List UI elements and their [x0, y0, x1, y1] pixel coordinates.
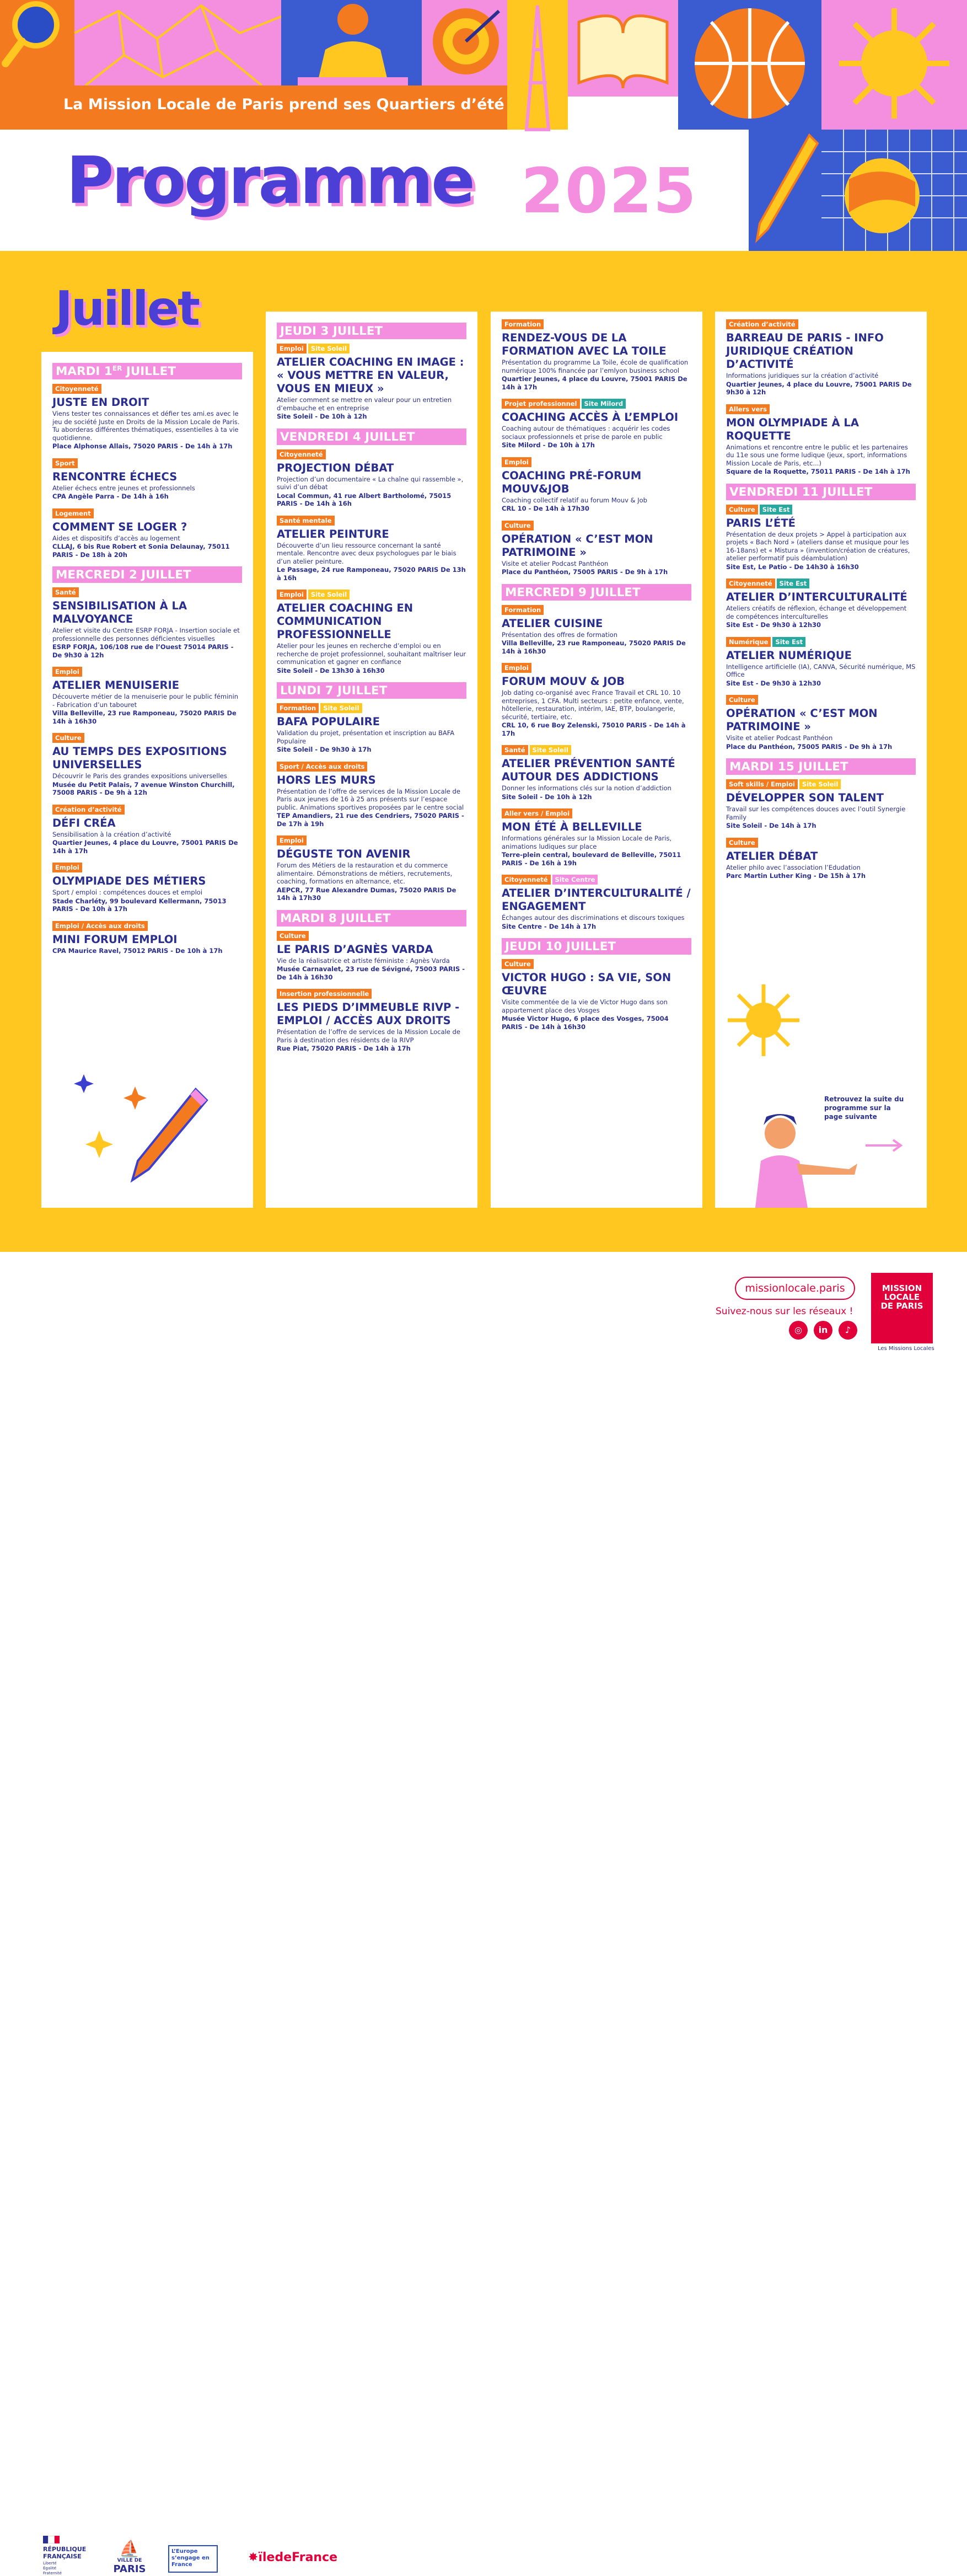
category-tag: Emploi	[277, 590, 307, 599]
open-book-icon	[568, 0, 678, 97]
idf-label: ïledeFrance	[258, 2551, 338, 2564]
event-title: DÉFI CRÉA	[52, 816, 116, 829]
event-item	[52, 863, 242, 913]
event-description: Informations juridiques sur la création d’activité	[726, 372, 879, 379]
page-year: 2025	[521, 156, 697, 227]
category-tag: Citoyenneté	[502, 875, 551, 885]
event-item	[277, 590, 466, 674]
event-title: FORUM MOUV & JOB	[502, 675, 625, 688]
event-place-time: CRL 10, 6 rue Boy Zelenski, 75010 PARIS - De 14h à 17h	[502, 721, 686, 737]
eiffel-tower-icon	[507, 0, 568, 130]
event-item	[52, 805, 242, 855]
event-tags	[502, 663, 691, 673]
event-tags	[52, 587, 242, 597]
event-item	[52, 384, 242, 451]
event-tags	[52, 508, 242, 518]
event-title: VICTOR HUGO : SA VIE, SON ŒUVRE	[502, 971, 671, 997]
day-header: MARDI 8 JUILLET	[277, 910, 466, 926]
event-description: Coaching collectif relatif au forum Mouv & Job	[502, 496, 647, 504]
event-tags	[502, 605, 691, 615]
ml-line-1: MISSION	[882, 1283, 922, 1293]
event-description: Aides et dispositifs d’accès au logement	[52, 534, 180, 542]
event-place-time: Site Est, Le Patio - De 14h30 à 16h30	[726, 563, 859, 571]
event-title: AU TEMPS DES EXPOSITIONS UNIVERSELLES	[52, 745, 227, 772]
event-description: Intelligence artificielle (IA), CANVA, Sécurité numérique, MS Office	[726, 662, 916, 678]
category-tag: Projet professionnel	[502, 399, 580, 409]
event-place-time: Terre-plein central, boulevard de Belleville, 75011 PARIS - De 16h à 19h	[502, 851, 681, 867]
follow-text: Suivez-nous sur les réseaux !	[716, 1306, 853, 1317]
event-description: Animations et rencontre entre le public et les partenaires du 11e sous une forme ludique (jeux, sport, informations Mission Locale de Paris, etc...)	[726, 443, 908, 467]
basketball-tile	[678, 0, 821, 130]
event-title: OPÉRATION « C’EST MON PATRIMOINE »	[502, 532, 653, 559]
event-description: Présentation de l’offre de services de la Mission Locale de Paris à destination des résidents de la RIVP	[277, 1028, 460, 1044]
category-tag: Culture	[52, 733, 84, 743]
event-description: Découverte d’un lieu ressource concernant la santé mentale. Rencontre avec deux psychologues par le biais d’un atelier peinture.	[277, 541, 456, 565]
event-tags	[52, 384, 242, 394]
category-tag: Numérique	[726, 637, 771, 647]
event-place-time: Musée Victor Hugo, 6 place des Vosges, 75004 PARIS - De 14h à 16h30	[502, 1015, 669, 1031]
event-item	[277, 516, 466, 582]
eiffel-tile	[507, 0, 568, 130]
event-title: RENCONTRE ÉCHECS	[52, 470, 178, 483]
sparkle-icon	[74, 1074, 94, 1093]
event-description: Présentation des offres de formation	[502, 630, 617, 639]
category-tag: Site Est	[772, 637, 805, 647]
event-item	[277, 931, 466, 982]
event-place-time: Site Soleil - De 9h30 à 17h	[277, 746, 372, 753]
event-item	[52, 921, 242, 955]
event-place-time: Site Soleil - De 13h30 à 16h30	[277, 666, 385, 674]
category-tag: Santé mentale	[277, 516, 335, 526]
category-tag: Citoyenneté	[726, 579, 775, 588]
star-icon: ✸	[248, 2551, 259, 2564]
event-tags	[726, 404, 916, 414]
event-tags	[277, 449, 466, 459]
sparkle-icon	[123, 1086, 147, 1110]
event-place-time: Parc Martin Luther King - De 15h à 17h	[726, 872, 866, 880]
category-tag: Formation	[502, 319, 544, 329]
event-place-time: Site Soleil - De 10h à 12h	[502, 792, 592, 801]
category-tag: Création d’activité	[726, 319, 798, 329]
rf-name: RÉPUBLIQUE FRANÇAISE	[43, 2546, 87, 2560]
event-title: RENDEZ-VOUS DE LA FORMATION AVEC LA TOILE	[502, 331, 667, 357]
event-place-time: Villa Belleville, 23 rue Ramponeau, 75020 PARIS De 14h à 16h30	[502, 639, 686, 655]
event-place-time: Stade Charléty, 99 boulevard Kellermann, 75013 PARIS - De 10h à 17h	[52, 897, 227, 913]
europe-logo	[168, 2545, 218, 2573]
category-tag: Formation	[502, 605, 544, 615]
event-item	[726, 779, 916, 830]
event-title: MON ÉTÉ À BELLEVILLE	[502, 821, 642, 833]
event-description: Visite et atelier Podcast Panthéon	[726, 734, 833, 742]
month-title: Juillet	[55, 281, 199, 336]
ship-icon: ⛵	[119, 2540, 140, 2559]
event-item	[52, 458, 242, 501]
event-item	[502, 319, 691, 391]
event-item	[726, 838, 916, 880]
event-title: COMMENT SE LOGER ?	[52, 520, 187, 533]
event-tags	[52, 458, 242, 468]
event-title: OLYMPIADE DES MÉTIERS	[52, 875, 206, 888]
event-tags	[277, 590, 466, 599]
category-tag: Emploi / Accès aux droits	[52, 921, 148, 931]
event-title: ATELIER D’INTERCULTURALITÉ	[726, 591, 907, 603]
event-tags	[726, 637, 916, 647]
ville-label: VILLE DE	[117, 2558, 142, 2563]
category-tag: Site Est	[777, 579, 810, 588]
category-tag: Culture	[502, 959, 534, 969]
event-title: COACHING ACCÈS À L’EMPLOI	[502, 411, 679, 424]
event-item	[52, 667, 242, 725]
mission-locale-logo	[871, 1273, 933, 1343]
event-title: JUSTE EN DROIT	[52, 396, 149, 409]
event-tags	[726, 695, 916, 705]
header	[0, 0, 967, 251]
republique-francaise-logo	[43, 2536, 93, 2576]
event-item	[726, 404, 916, 476]
event-place-time: Site Soleil - De 14h à 17h	[726, 822, 816, 829]
event-description: Informations générales sur la Mission Locale de Paris, animations ludiques sur place	[502, 834, 672, 850]
event-description: Présentation de deux projets > Appel à participation aux projets « Bach Nord » (ateliers danse et musique pour les 16-18ans) et « Mistura » (invention/création de créatures, atelier performatif puis déambulation)	[726, 530, 910, 562]
event-tags	[726, 319, 916, 329]
event-title: MON OLYMPIADE À LA ROQUETTE	[726, 416, 859, 442]
event-title: BAFA POPULAIRE	[277, 715, 380, 728]
event-place-time: Quartier Jeunes, 4 place du Louvre, 75001 PARIS De 9h30 à 12h	[726, 380, 912, 396]
day-header: LUNDI 7 JUILLET	[277, 682, 466, 699]
event-place-time: Rue Piat, 75020 PARIS - De 14h à 17h	[277, 1045, 411, 1052]
event-place-time: Place du Panthéon, 75005 PARIS - De 9h à 17h	[726, 742, 893, 751]
pencil-icon	[132, 1089, 207, 1180]
event-tags	[52, 863, 242, 872]
category-tag: Site Soleil	[308, 344, 350, 354]
pencil-icon	[749, 130, 821, 251]
event-description: Découverte métier de la menuiserie pour le public féminin - Fabrication d’un tabouret	[52, 693, 239, 709]
rf-motto: Liberté Égalité Fraternité	[43, 2561, 62, 2575]
category-tag: Logement	[52, 508, 94, 518]
event-tags	[52, 733, 242, 743]
event-place-time: Square de la Roquette, 75011 PARIS - De 14h à 17h	[726, 468, 910, 475]
event-description: Forum des Métiers de la restauration et du commerce alimentaire. Démonstrations de métiers, recrutements, coaching, formations en alternance, etc.	[277, 861, 453, 885]
category-tag: Allers vers	[726, 404, 770, 414]
event-title: PROJECTION DÉBAT	[277, 461, 394, 474]
event-place-time: TEP Amandiers, 21 rue des Cendriers, 75020 PARIS - De 17h à 19h	[277, 812, 464, 828]
event-tags	[502, 959, 691, 969]
event-description: Présentation du programme La Toile, école de qualification numérique 100% financée par l’emlyon business school	[502, 358, 689, 374]
event-tags	[726, 579, 916, 588]
category-tag: Santé	[502, 745, 528, 755]
event-tags	[277, 931, 466, 941]
category-tag: Soft skills / Emploi	[726, 779, 798, 789]
category-tag: Emploi	[52, 863, 82, 872]
category-tag: Citoyenneté	[277, 449, 326, 459]
event-item	[277, 703, 466, 754]
person-pointing-illustration	[739, 1108, 921, 1208]
person-tile	[281, 0, 422, 97]
category-tag: Emploi	[277, 836, 307, 845]
event-item	[502, 745, 691, 801]
event-description: Atelier philo avec l’association l’Edudation	[726, 863, 861, 871]
beach-ball-icon	[821, 130, 967, 251]
page-title: Programme	[66, 142, 473, 218]
event-description: Visite commentée de la vie de Victor Hugo dans son appartement place des Vosges	[502, 998, 668, 1014]
event-place-time: Site Est - De 9h30 à 12h30	[726, 621, 821, 629]
event-title: PARIS L’ÉTÉ	[726, 516, 796, 529]
event-description: Présentation de l’offre de services de la Mission Locale de Paris aux jeunes de 16 à 25 ans présents sur l’espace public. Animations sportives proposées par le centre social	[277, 787, 464, 811]
event-item	[502, 399, 691, 449]
event-description: Échanges autour des discriminations et discours toxiques	[502, 914, 685, 922]
event-place-time: Local Commun, 41 rue Albert Bartholomé, 75015 PARIS - De 14h à 16h	[277, 491, 452, 507]
event-place-time: Place du Panthéon, 75005 PARIS - De 9h à 17h	[502, 568, 668, 576]
category-tag: Formation	[277, 703, 319, 713]
event-item	[502, 808, 691, 867]
event-item	[502, 959, 691, 1031]
event-title: ATELIER PEINTURE	[277, 527, 389, 540]
event-title: SENSIBILISATION À LA MALVOYANCE	[52, 599, 187, 626]
category-tag: Insertion professionnelle	[277, 989, 372, 999]
event-description: Job dating co-organisé avec France Travail et CRL 10. 10 entreprises, 1 CFA. Multi secteurs : petite enfance, vente, hôtellerie, restauration, intérim, IAE, BTP, boulangerie, sécurité, tertiaire, etc.	[502, 689, 684, 721]
event-place-time: Quartier Jeunes, 4 place du Louvre, 75001 PARIS De 14h à 17h	[502, 375, 687, 391]
category-tag: Emploi	[502, 663, 531, 673]
event-description: Validation du projet, présentation et inscription au BAFA Populaire	[277, 729, 455, 745]
event-title: ATELIER PRÉVENTION SANTÉ AUTOUR DES ADDICTIONS	[502, 757, 675, 783]
event-place-time: CLLAJ, 6 bis Rue Robert et Sonia Delaunay, 75011 PARIS - De 18h à 20h	[52, 543, 230, 559]
category-tag: Site Est	[760, 505, 793, 515]
event-item	[277, 449, 466, 508]
event-place-time: Place Alphonse Allais, 75020 PARIS - De 14h à 17h	[52, 442, 233, 451]
day-header	[52, 363, 242, 379]
event-title: ATELIER MENUISERIE	[52, 679, 180, 692]
programme-column-2	[266, 312, 477, 1208]
event-title: LES PIEDS D’IMMEUBLE RIVP - EMPLOI / ACCÈS AUX DROITS	[277, 1001, 460, 1027]
event-title: MINI FORUM EMPLOI	[52, 933, 178, 946]
day-header: MERCREDI 9 JUILLET	[502, 584, 691, 601]
pencil-tile	[749, 130, 821, 251]
event-title: ATELIER COACHING EN COMMUNICATION PROFESSIONNELLE	[277, 602, 413, 641]
event-item	[52, 508, 242, 559]
event-tags	[502, 457, 691, 467]
event-title: DÉVELOPPER SON TALENT	[726, 791, 884, 804]
event-tags	[502, 319, 691, 329]
day-header: JEUDI 3 JUILLET	[277, 323, 466, 339]
event-place-time: Musée du Petit Palais, 7 avenue Winston Churchill, 75008 PARIS - De 9h à 12h	[52, 780, 235, 797]
sun-tile	[821, 0, 967, 130]
event-place-time: Quartier Jeunes, 4 place du Louvre, 75001 PARIS De 14h à 17h	[52, 839, 238, 855]
event-description: Atelier échecs entre jeunes et professionnels	[52, 484, 195, 492]
event-tags	[277, 703, 466, 713]
map-icon	[74, 0, 281, 85]
paris-label: PARIS	[113, 2563, 146, 2575]
day-header: VENDREDI 11 JUILLET	[726, 484, 916, 500]
basketball-icon	[678, 0, 821, 130]
event-tags	[52, 805, 242, 815]
category-tag: Site Milord	[582, 399, 626, 409]
event-place-time: Villa Belleville, 23 rue Ramponeau, 75020 PARIS De 14h à 16h30	[52, 709, 237, 725]
event-place-time: Site Milord - De 10h à 17h	[502, 441, 595, 449]
ville-de-paris-logo	[108, 2541, 152, 2575]
event-description: Travail sur les compétences douces avec l’outil Synergie Family	[726, 805, 906, 821]
event-title: ATELIER D’INTERCULTURALITÉ / ENGAGEMENT	[502, 887, 691, 913]
event-place-time: Musée Carnavalet, 23 rue de Sévigné, 75003 PARIS - De 14h à 16h30	[277, 965, 465, 981]
ile-de-france-logo	[248, 2551, 337, 2564]
sparkle-icon	[85, 1131, 113, 1158]
event-place-time: ESRP FORJA, 106/108 rue de l’Ouest 75014 PARIS - De 9h30 à 12h	[52, 643, 234, 659]
magnifier-tile	[0, 0, 74, 85]
category-tag: Site Soleil	[320, 703, 362, 713]
event-title: HORS LES MURS	[277, 773, 376, 786]
ml-line-2: LOCALE	[884, 1292, 920, 1302]
event-title: ATELIER COACHING EN IMAGE : « VOUS METTRE EN VALEUR, VOUS EN MIEUX »	[277, 356, 464, 395]
event-item	[502, 457, 691, 513]
instagram-icon[interactable]: ◎	[789, 1321, 808, 1340]
website-link[interactable]: missionlocale.paris	[735, 1277, 855, 1300]
magnifier-icon	[0, 0, 74, 85]
category-tag: Emploi	[277, 344, 307, 354]
event-tags	[277, 762, 466, 772]
category-tag: Sport	[52, 458, 78, 468]
event-title: ATELIER CUISINE	[502, 617, 603, 630]
map-tile	[74, 0, 281, 85]
event-place-time: Site Est - De 9h30 à 12h30	[726, 679, 821, 687]
day-header: JEUDI 10 JUILLET	[502, 938, 691, 955]
category-tag: Emploi	[52, 667, 82, 677]
event-tags	[277, 836, 466, 845]
event-item	[502, 605, 691, 656]
day-header-rest: JUILLET	[122, 365, 176, 379]
person-illustration-icon	[281, 0, 422, 97]
category-tag: Aller vers / Emploi	[502, 808, 572, 818]
event-description: Sensibilisation à la création d’activité	[52, 830, 171, 838]
category-tag: Site Soleil	[530, 745, 571, 755]
event-description: Atelier et visite du Centre ESRP FORJA - Insertion sociale et professionnelle des personnes déficientes visuelles	[52, 626, 240, 642]
event-title: ATELIER DÉBAT	[726, 849, 818, 863]
event-description: Visite et atelier Podcast Panthéon	[502, 559, 609, 567]
event-tags	[502, 745, 691, 755]
event-tags	[502, 808, 691, 818]
event-place-time: CPA Maurice Ravel, 75012 PARIS - De 10h à 17h	[52, 946, 223, 955]
event-description: Ateliers créatifs de réflexion, échange et développement de compétences interculturelles	[726, 604, 907, 620]
linkedin-icon[interactable]: in	[814, 1321, 832, 1340]
category-tag: Culture	[502, 521, 534, 531]
event-item	[277, 762, 466, 828]
category-tag: Site Centre	[552, 875, 598, 885]
event-item	[52, 733, 242, 797]
book-tile	[568, 0, 678, 97]
event-tags	[726, 505, 916, 515]
event-description: Viens tester tes connaissances et défier tes ami.es avec le jeu de société Juste en Droits de la Mission Locale de Paris. Tu aborderas différentes thématiques, essentielles à ta vie quotidienne.	[52, 410, 240, 442]
day-header: MERCREDI 2 JUILLET	[52, 566, 242, 583]
category-tag: Culture	[726, 838, 758, 848]
event-place-time: Site Centre - De 14h à 17h	[502, 922, 597, 930]
event-item	[502, 663, 691, 737]
category-tag: Culture	[726, 695, 758, 705]
event-description: Vie de la réalisatrice et artiste féministe : Agnès Varda	[277, 956, 450, 965]
event-description: Coaching autour de thématiques : acquérir les codes sociaux professionnels et prise de parole en public	[502, 425, 670, 441]
day-header-main: MARDI 1	[56, 365, 112, 379]
event-item	[502, 521, 691, 576]
event-item	[726, 637, 916, 688]
category-tag: Site Soleil	[799, 779, 841, 789]
target-icon	[422, 0, 510, 85]
event-tags	[277, 344, 466, 354]
category-tag: Création d’activité	[52, 805, 125, 815]
event-title: ATELIER NUMÉRIQUE	[726, 649, 852, 662]
event-item	[277, 344, 466, 421]
event-item	[726, 579, 916, 629]
event-item	[52, 587, 242, 659]
event-title: COACHING PRÉ-FORUM MOUV&JOB	[502, 469, 642, 495]
event-tags	[277, 516, 466, 526]
event-title: BARREAU DE PARIS - INFO JURIDIQUE CRÉATION D’ACTIVITÉ	[726, 331, 884, 371]
flag-icon	[43, 2536, 60, 2543]
event-title: OPÉRATION « C’EST MON PATRIMOINE »	[726, 707, 878, 733]
day-header-sup: ER	[112, 365, 122, 372]
day-header: MARDI 15 JUILLET	[726, 758, 916, 775]
target-tile	[422, 0, 510, 85]
event-item	[277, 836, 466, 902]
pencil-sparkles-illustration	[72, 1070, 215, 1202]
event-tags	[726, 779, 916, 789]
category-tag: Citoyenneté	[52, 384, 101, 394]
event-description: Atelier comment se mettre en valeur pour un entretien d’embauche et en entreprise	[277, 396, 452, 412]
tiktok-icon[interactable]: ♪	[839, 1321, 857, 1340]
event-title: DÉGUSTE TON AVENIR	[277, 848, 411, 860]
event-description: Projection d’un documentaire « La chaîne qui rassemble », suivi d’un débat	[277, 475, 464, 491]
event-description: Sport / emploi : compétences douces et emploi	[52, 888, 203, 897]
category-tag: Santé	[52, 587, 79, 597]
event-item	[726, 505, 916, 571]
event-description: Donner les informations clés sur la notion d’addiction	[502, 784, 671, 792]
europe-label: L’Europe s’engage en France	[171, 2548, 209, 2568]
event-place-time: CRL 10 - De 14h à 17h30	[502, 505, 589, 512]
beachball-tile	[821, 130, 967, 251]
sun-icon	[725, 982, 802, 1059]
arrow-right-icon[interactable]	[866, 1139, 904, 1152]
event-tags	[502, 399, 691, 409]
category-tag: Emploi	[502, 457, 531, 467]
ml-line-3: DE PARIS	[880, 1301, 923, 1311]
event-place-time: Site Soleil - De 10h à 12h	[277, 413, 367, 420]
event-tags	[277, 989, 466, 999]
event-tags	[502, 521, 691, 531]
category-tag: Culture	[277, 931, 309, 941]
event-tags	[52, 667, 242, 677]
missions-locales-label: Les Missions Locales	[878, 1346, 934, 1352]
event-description: Découvrir le Paris des grandes expositions universelles	[52, 772, 227, 780]
event-item	[502, 875, 691, 930]
event-title: LE PARIS D’AGNÈS VARDA	[277, 942, 433, 956]
banner-text: La Mission Locale de Paris prend ses Quartiers d’été	[63, 96, 504, 113]
event-tags	[52, 921, 242, 931]
day-header: VENDREDI 4 JUILLET	[277, 429, 466, 445]
category-tag: Sport / Accès aux droits	[277, 762, 367, 772]
event-item	[726, 695, 916, 751]
event-description: Atelier pour les jeunes en recherche d’emploi ou en recherche de projet professionnel, souhaitant maîtriser leur communication et gagner en confiance	[277, 642, 466, 666]
sun-icon	[821, 0, 967, 130]
event-item	[277, 989, 466, 1053]
event-place-time: Le Passage, 24 rue Ramponeau, 75020 PARIS De 13h à 16h	[277, 566, 466, 582]
event-tags	[726, 838, 916, 848]
event-place-time: CPA Angèle Parra - De 14h à 16h	[52, 492, 169, 501]
category-tag: Culture	[726, 505, 758, 515]
event-place-time: AEPCR, 77 Rue Alexandre Dumas, 75020 PARIS De 14h à 17h30	[277, 886, 456, 902]
event-tags	[502, 875, 691, 885]
next-page-note: Retrouvez la suite du programme sur la page suivante	[824, 1095, 904, 1121]
event-item	[726, 319, 916, 397]
category-tag: Site Soleil	[308, 590, 350, 599]
programme-column-3	[491, 312, 702, 1208]
programme-column-4	[715, 312, 927, 1208]
